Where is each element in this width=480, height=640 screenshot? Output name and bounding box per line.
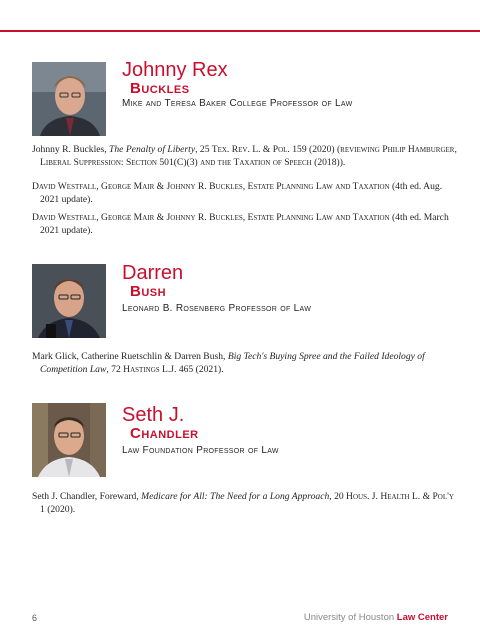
professor-title: Mike and Teresa Baker College Professor of Law bbox=[122, 98, 353, 109]
citation: David Westfall, George Mair & Johnny R. Buckles, Estate Planning Law and Taxation (4th ed. March 2021 update). bbox=[32, 212, 449, 236]
professor-title: Law Foundation Professor of Law bbox=[122, 445, 279, 456]
portrait-photo bbox=[32, 403, 106, 477]
first-name: Darren bbox=[122, 262, 184, 284]
citation: David Westfall, George Mair & Johnny R. Buckles, Estate Planning Law and Taxation (4th ed. Aug. 2021 update). bbox=[32, 181, 443, 205]
portrait-photo bbox=[32, 264, 106, 338]
citation: Johnny R. Buckles, The Penalty of Liberty, 25 Tex. Rev. L. & Pol. 159 (2020) (reviewing Philip Hamburger, Liberal Suppression: Section 501(C)(3) and the Taxation of Speech (2018)). bbox=[32, 144, 457, 168]
last-name: Bush bbox=[130, 283, 167, 300]
professor-title: Leonard B. Rosenberg Professor of Law bbox=[122, 303, 312, 314]
citation: Mark Glick, Catherine Ruetschlin & Darren Bush, Big Tech's Buying Spree and the Failed Ideology of Competition Law, 72 Hastings L.J. 465 (2021). bbox=[32, 351, 425, 375]
last-name: Buckles bbox=[130, 80, 190, 97]
footer-brand: University of Houston Law Center bbox=[303, 612, 448, 623]
first-name: Seth J. bbox=[122, 404, 185, 426]
page-number: 6 bbox=[32, 613, 38, 623]
first-name: Johnny Rex bbox=[122, 59, 228, 81]
citation: Seth J. Chandler, Foreward, Medicare for All: The Need for a Long Approach, 20 Hous. J. Health L. & Pol'y 1 (2020). bbox=[32, 491, 454, 515]
top-rule bbox=[0, 30, 480, 32]
last-name: Chandler bbox=[130, 425, 199, 442]
portrait-photo bbox=[32, 62, 106, 136]
